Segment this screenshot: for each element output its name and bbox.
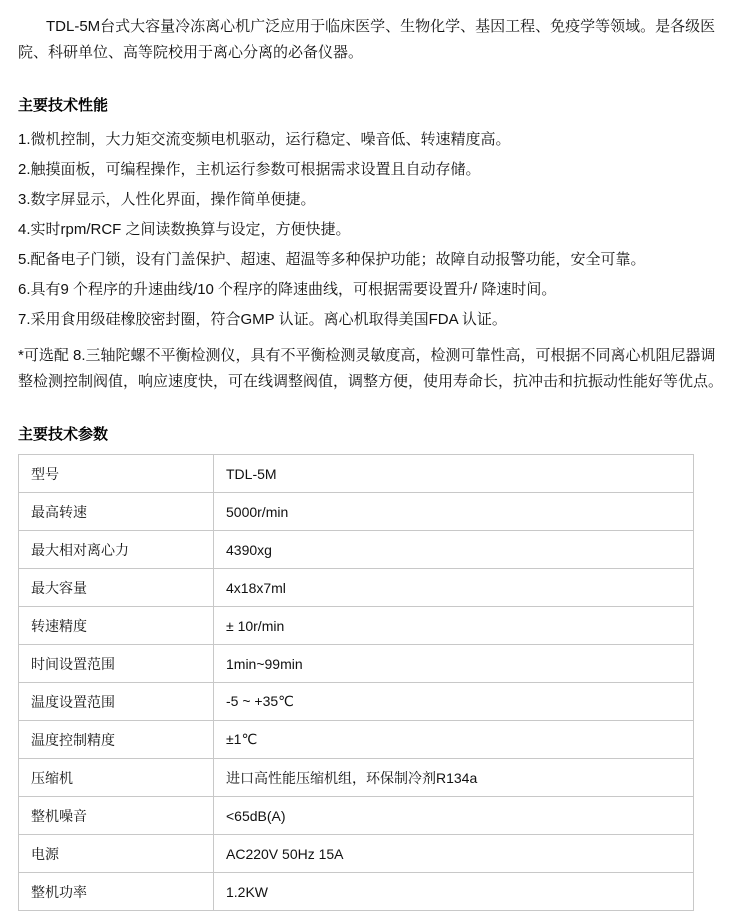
spec-key: 最高转速 bbox=[19, 493, 214, 531]
table-row bbox=[19, 759, 694, 797]
performance-feature-list bbox=[18, 125, 723, 335]
spec-key: 整机噪音 bbox=[19, 797, 214, 835]
table-row bbox=[19, 645, 694, 683]
spec-key: 最大容量 bbox=[19, 569, 214, 607]
spec-key: 最大相对离心力 bbox=[19, 531, 214, 569]
list-item: 2.触摸面板，可编程操作，主机运行参数可根据需求设置且自动存储。 bbox=[18, 161, 481, 178]
spec-key: 整机功率 bbox=[19, 873, 214, 911]
spec-value: <65dB(A) bbox=[214, 797, 694, 835]
spec-value: TDL-5M bbox=[214, 455, 694, 493]
list-item: 4.实时rpm/RCF 之间读数换算与设定，方便快捷。 bbox=[18, 221, 351, 238]
parameters-section-heading: 主要技术参数 bbox=[18, 426, 109, 443]
spec-value: ±1℃ bbox=[214, 721, 694, 759]
spec-value: 5000r/min bbox=[214, 493, 694, 531]
table-row bbox=[19, 721, 694, 759]
optional-accessory-note: *可选配 8.三轴陀螺不平衡检测仪，具有不平衡检测灵敏度高，检测可靠性高，可根据不同离心机阻尼器调整检测控制阀值，响应速度快，可在线调整阀值，调整方便，使用寿命长，抗冲击和抗振动性能好等优点。 bbox=[18, 347, 724, 390]
spec-value: -5 ~ +35℃ bbox=[214, 683, 694, 721]
table-row bbox=[19, 873, 694, 911]
table-row bbox=[19, 607, 694, 645]
spec-value: 4x18x7ml bbox=[214, 569, 694, 607]
spec-value: 1min~99min bbox=[214, 645, 694, 683]
spec-key: 转速精度 bbox=[19, 607, 214, 645]
specifications-table bbox=[18, 454, 694, 911]
spec-key: 温度设置范围 bbox=[19, 683, 214, 721]
spec-value: 1.2KW bbox=[214, 873, 694, 911]
spec-value: 进口高性能压缩机组，环保制冷剂R134a bbox=[214, 759, 694, 797]
spec-value: AC220V 50Hz 15A bbox=[214, 835, 694, 873]
spec-value: ± 10r/min bbox=[214, 607, 694, 645]
product-intro-paragraph: TDL-5M台式大容量冷冻离心机广泛应用于临床医学、生物化学、基因工程、免疫学等领域。是各级医院、科研单位、高等院校用于离心分离的必备仪器。 bbox=[18, 18, 716, 61]
table-row bbox=[19, 455, 694, 493]
list-item: 1.微机控制，大力矩交流变频电机驱动，运行稳定、噪音低、转速精度高。 bbox=[18, 131, 511, 148]
spec-key: 电源 bbox=[19, 835, 214, 873]
spec-key: 型号 bbox=[19, 455, 214, 493]
table-row bbox=[19, 835, 694, 873]
table-row bbox=[19, 493, 694, 531]
list-item: 6.具有9 个程序的升速曲线/10 个程序的降速曲线，可根据需要设置升/ 降速时间。 bbox=[18, 281, 557, 298]
performance-section-heading: 主要技术性能 bbox=[18, 97, 109, 114]
table-row bbox=[19, 531, 694, 569]
spec-value: 4390xg bbox=[214, 531, 694, 569]
spec-key: 温度控制精度 bbox=[19, 721, 214, 759]
spec-key: 压缩机 bbox=[19, 759, 214, 797]
spec-key: 时间设置范围 bbox=[19, 645, 214, 683]
list-item: 3.数字屏显示，人性化界面，操作简单便捷。 bbox=[18, 191, 316, 208]
table-row bbox=[19, 569, 694, 607]
table-row bbox=[19, 683, 694, 721]
list-item: 5.配备电子门锁，设有门盖保护、超速、超温等多种保护功能；故障自动报警功能，安全可靠。 bbox=[18, 251, 646, 268]
list-item: 7.采用食用级硅橡胶密封圈，符合GMP 认证。离心机取得美国FDA 认证。 bbox=[18, 311, 507, 328]
table-row bbox=[19, 797, 694, 835]
